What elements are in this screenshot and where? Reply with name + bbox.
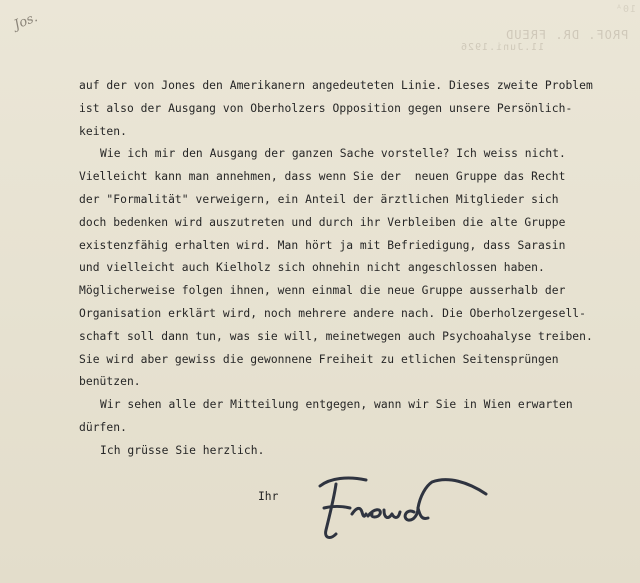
letter-line: Ich grüsse Sie herzlich. [100, 443, 265, 457]
bleed-through-date: 11.Juni.1926 [459, 42, 544, 53]
letter-body [79, 75, 599, 463]
letter-line: der "Formalität" verweigern, ein Anteil der ärztlichen Mitglieder sich [79, 192, 559, 206]
letter-line: doch bedenken wird auszutreten und durch ihr Verbleiben die alte Gruppe [79, 215, 566, 229]
margin-note: Jos. [12, 10, 40, 33]
letter-line: auf der von Jones den Amerikanern angedeuteten Linie. Dieses zweite Problem [79, 79, 593, 92]
letter-line: existenzfähig erhalten wird. Man hört ja mit Befriedigung, dass Sarasin [79, 238, 566, 252]
letter-line: benützen. [79, 375, 141, 389]
bleed-through-corner: 10ᴬ [614, 4, 636, 15]
letter-line: keiten. [79, 124, 127, 138]
letter-line: schaft soll dann tun, was sie will, meinetwegen auch Psychoahalyse treiben. [79, 329, 593, 343]
letter-line: ist also der Ausgang von Oberholzers Opposition gegen unsere Persönlich- [79, 101, 573, 115]
handwritten-signature [308, 468, 498, 548]
bleed-through-header: PROF. DR. FREUD [504, 28, 628, 42]
letter-line: Wie ich mir den Ausgang der ganzen Sache vorstelle? Ich weiss nicht. [100, 147, 566, 161]
letter-line: Möglicherweise folgen ihnen, wenn einmal die neue Gruppe ausserhalb der [79, 284, 566, 298]
letter-line: Wir sehen alle der Mitteilung entgegen, wann wir Sie in Wien erwarten [100, 398, 573, 412]
letter-line: dürfen. [79, 420, 127, 434]
letter-line: Organisation erklärt wird, noch mehrere andere nach. Die Oberholzergesell- [79, 306, 586, 320]
closing-ihr: Ihr [258, 490, 279, 503]
letter-line: Vielleicht kann man annehmen, dass wenn Sie der neuen Gruppe das Recht [79, 170, 566, 184]
letter-line: Sie wird aber gewiss die gewonnene Freiheit zu etlichen Seitensprüngen [79, 352, 559, 366]
letter-line: und vielleicht auch Kielholz sich ohnehin nicht angeschlossen haben. [79, 261, 545, 275]
